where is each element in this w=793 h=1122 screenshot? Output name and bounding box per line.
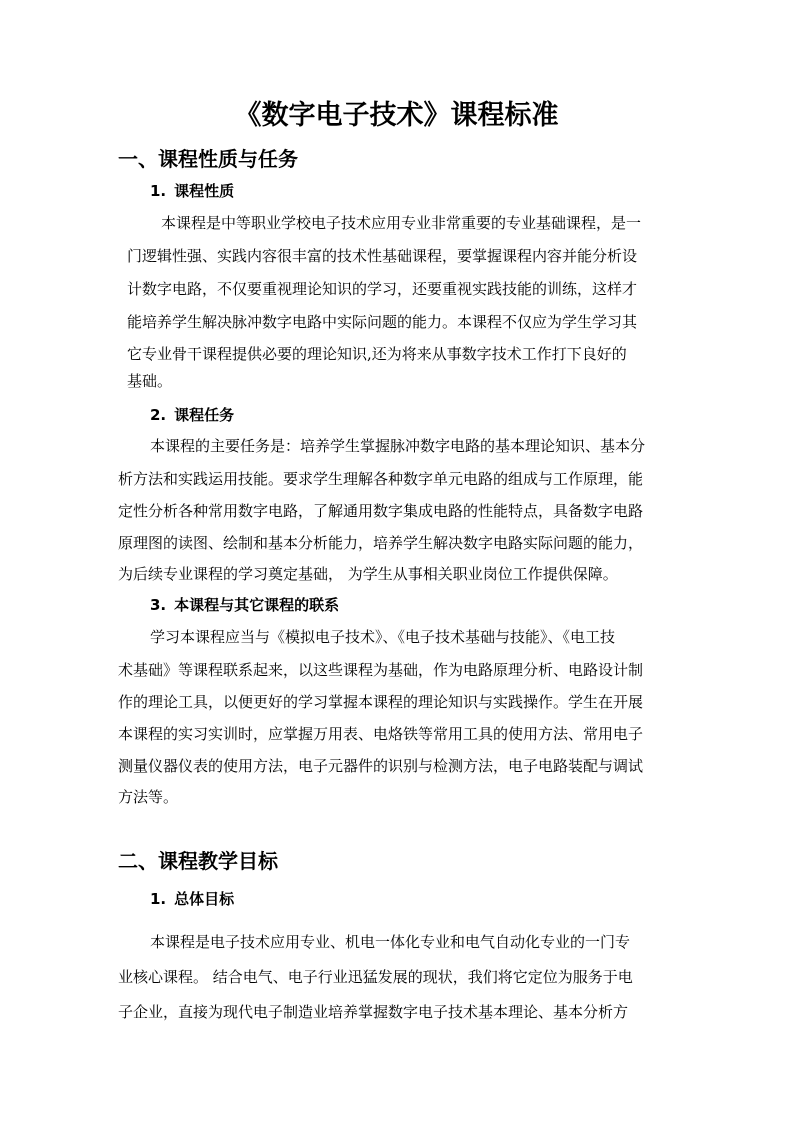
subsection-heading-course-nature — [150, 180, 234, 202]
subsection-title: 总体目标 — [174, 890, 235, 908]
subsection-heading-overall-goal — [150, 888, 234, 910]
paragraph-line: 方法等。 — [118, 788, 179, 806]
subsection-number: 2. — [150, 406, 167, 424]
paragraph-line: 业核心课程。 结合电气、电子行业迅猛发展的现状，我们将它定位为服务于电 — [118, 968, 633, 986]
paragraph-line: 本课程是中等职业学校电子技术应用专业非常重要的专业基础课程，是一 — [161, 214, 642, 232]
subsection-title: 课程任务 — [174, 406, 235, 424]
subsection-number: 1. — [150, 890, 167, 908]
paragraph-line: 能培养学生解决脉冲数字电路中实际问题的能力。本课程不仅应为学生学习其 — [127, 313, 638, 331]
subsection-number: 1. — [150, 182, 167, 200]
document-title: 《数字电子技术》课程标准 — [234, 100, 559, 131]
paragraph-line: 术基础》等课程联系起来，以这些课程为基础，作为电路原理分析、电路设计制 — [118, 661, 644, 679]
paragraph-line: 本课程是电子技术应用专业、机电一体化专业和电气自动化专业的一门专 — [150, 933, 631, 951]
subsection-number: 3. — [150, 596, 167, 614]
paragraph-line: 计数字电路，不仅要重视理论知识的学习，还要重视实践技能的训练，这样才 — [127, 280, 638, 298]
subsection-title: 课程性质 — [174, 182, 235, 200]
paragraph-line: 为后续专业课程的学习奠定基础， 为学生从事相关职业岗位工作提供保障。 — [118, 565, 618, 583]
paragraph-line: 测量仪器仪表的使用方法，电子元器件的识别与检测方法，电子电路装配与调试 — [118, 757, 644, 775]
paragraph-line: 基础。 — [127, 372, 173, 390]
paragraph-line: 门逻辑性强、实践内容很丰富的技术性基础课程，要掌握课程内容并能分析设 — [127, 247, 638, 265]
subsection-heading-related-courses — [150, 594, 339, 616]
subsection-title: 本课程与其它课程的联系 — [174, 596, 340, 614]
paragraph-line: 本课程的主要任务是：培养学生掌握脉冲数字电路的基本理论知识、基本分 — [150, 437, 646, 455]
paragraph-line: 析方法和实践运用技能。要求学生理解各种数字单元电路的组成与工作原理，能 — [118, 470, 644, 488]
paragraph-line: 作的理论工具，以便更好的学习掌握本课程的理论知识与实践操作。学生在开展 — [118, 693, 644, 711]
section-heading-1: 一、课程性质与任务 — [118, 147, 298, 171]
paragraph-line: 它专业骨干课程提供必要的理论知识,还为将来从事数字技术工作打下良好的 — [127, 345, 627, 363]
paragraph-line: 子企业，直接为现代电子制造业培养掌握数字电子技术基本理论、基本分析方 — [118, 1003, 629, 1021]
paragraph-line: 学习本课程应当与《模拟电子技术》、《电子技术基础与技能》、《电工技 — [150, 628, 616, 646]
subsection-heading-course-task — [150, 404, 234, 426]
paragraph-line: 定性分析各种常用数字电路，了解通用数字集成电路的性能特点，具备数字电路 — [118, 502, 644, 520]
paragraph-line: 原理图的读图、绘制和基本分析能力，培养学生解决数字电路实际问题的能力， — [118, 534, 644, 552]
section-heading-2: 二、课程教学目标 — [118, 849, 278, 873]
paragraph-line: 本课程的实习实训时，应掌握万用表、电烙铁等常用工具的使用方法、常用电子 — [118, 725, 644, 743]
